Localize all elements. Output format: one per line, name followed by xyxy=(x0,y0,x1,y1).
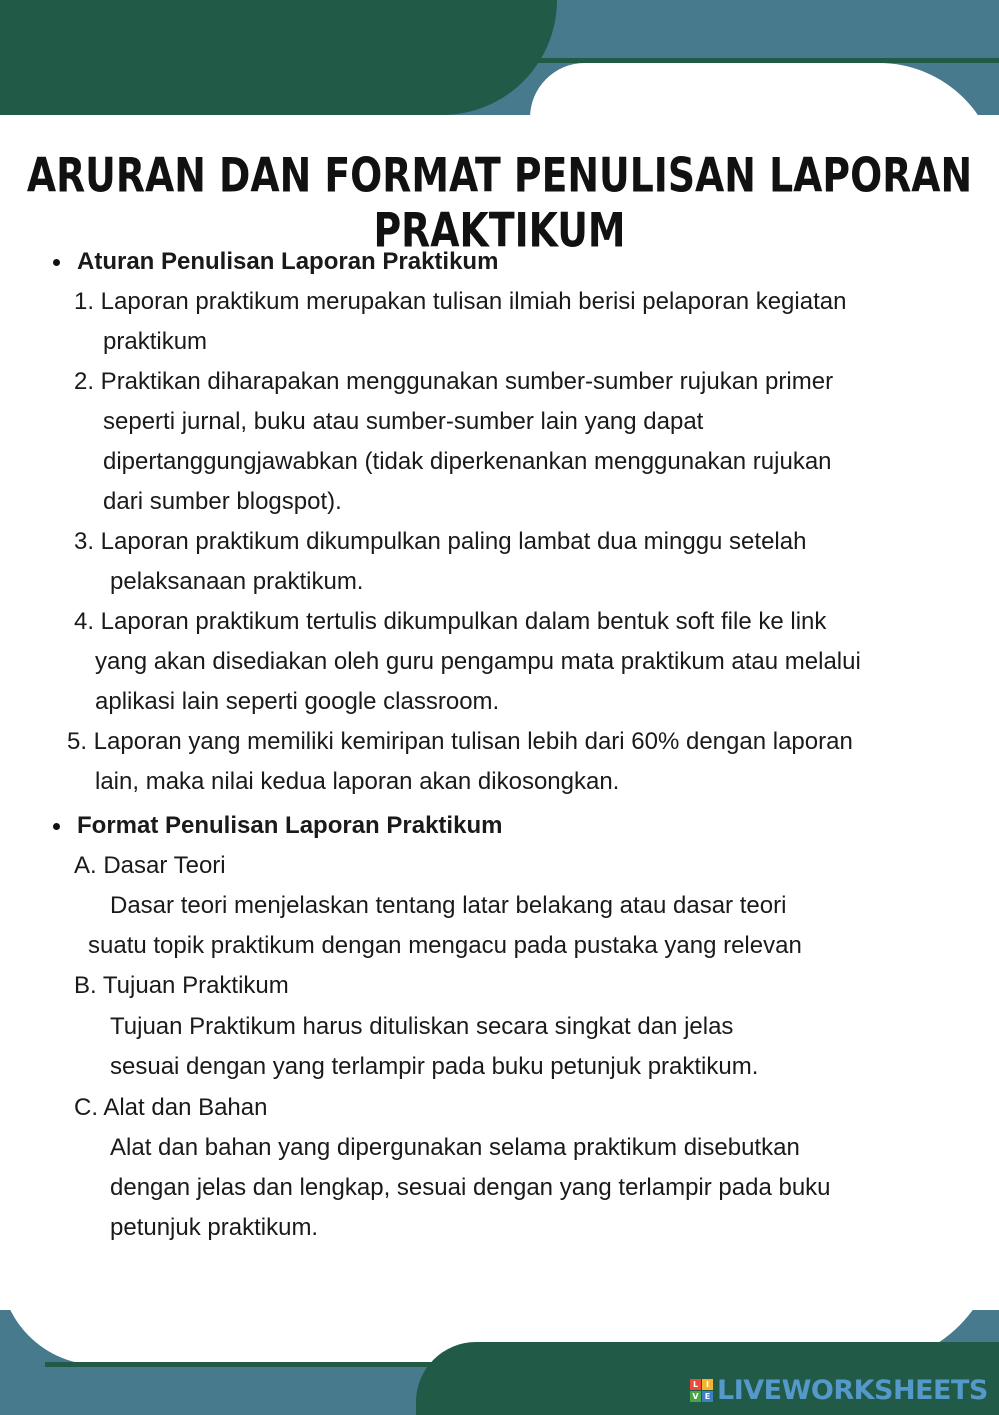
rule-2-line-2: seperti jurnal, buku atau sumber-sumber lain yang dapat xyxy=(103,408,704,435)
rule-4-line-2: yang akan disediakan oleh guru pengampu mata praktikum atau melalui xyxy=(95,648,861,675)
logo-letter-l: L xyxy=(690,1379,701,1390)
rule-1-line-2: praktikum xyxy=(103,328,208,355)
logo-letter-i: I xyxy=(702,1379,713,1390)
liveworksheets-watermark xyxy=(690,1376,988,1404)
format-a-label: A. Dasar Teori xyxy=(74,852,226,879)
section-heading-aturan: Aturan Penulisan Laporan Praktikum xyxy=(77,242,498,282)
format-b-label: B. Tujuan Praktikum xyxy=(74,972,289,999)
format-c-line-2: dengan jelas dan lengkap, sesuai dengan yang terlampir pada buku xyxy=(110,1174,831,1201)
rule-5-line-2: lain, maka nilai kedua laporan akan dikosongkan. xyxy=(95,768,620,795)
liveworksheets-logo-icon xyxy=(690,1379,713,1402)
format-a-line-2: suatu topik praktikum dengan mengacu pada pustaka yang relevan xyxy=(88,932,802,959)
format-c-label: C. Alat dan Bahan xyxy=(74,1094,268,1121)
rule-3-line-2: pelaksanaan praktikum. xyxy=(110,568,364,595)
page-title: ARURAN DAN FORMAT PENULISAN LAPORAN PRAKTIKUM xyxy=(26,148,973,258)
rule-2-line-4: dari sumber blogspot). xyxy=(103,488,342,515)
liveworksheets-wordmark: LIVEWORKSHEETS xyxy=(717,1374,988,1406)
format-b-line-2: sesuai dengan yang terlampir pada buku petunjuk praktikum. xyxy=(110,1053,759,1080)
logo-letter-v: V xyxy=(690,1391,701,1402)
section-heading-format: Format Penulisan Laporan Praktikum xyxy=(77,806,502,846)
rule-4-line-1: 4. Laporan praktikum tertulis dikumpulkan dalam bentuk soft file ke link xyxy=(74,608,827,635)
header-green-shape xyxy=(0,0,557,115)
format-a-line-1: Dasar teori menjelaskan tentang latar belakang atau dasar teori xyxy=(110,892,787,919)
format-c-line-3: petunjuk praktikum. xyxy=(110,1214,319,1241)
rule-4-line-3: aplikasi lain seperti google classroom. xyxy=(95,688,500,715)
rule-3-line-1: 3. Laporan praktikum dikumpulkan paling lambat dua minggu setelah xyxy=(74,528,807,555)
rule-2-line-3: dipertanggungjawabkan (tidak diperkenankan menggunakan rujukan xyxy=(103,448,832,475)
logo-letter-e: E xyxy=(702,1391,713,1402)
rule-1-line-1: 1. Laporan praktikum merupakan tulisan ilmiah berisi pelaporan kegiatan xyxy=(74,288,847,315)
rule-2-line-1: 2. Praktikan diharapakan menggunakan sumber-sumber rujukan primer xyxy=(74,368,834,395)
format-c-line-1: Alat dan bahan yang dipergunakan selama praktikum disebutkan xyxy=(110,1134,800,1161)
rule-5-line-1: 5. Laporan yang memiliki kemiripan tulisan lebih dari 60% dengan laporan xyxy=(67,728,853,755)
format-b-line-1: Tujuan Praktikum harus dituliskan secara singkat dan jelas xyxy=(110,1013,734,1040)
